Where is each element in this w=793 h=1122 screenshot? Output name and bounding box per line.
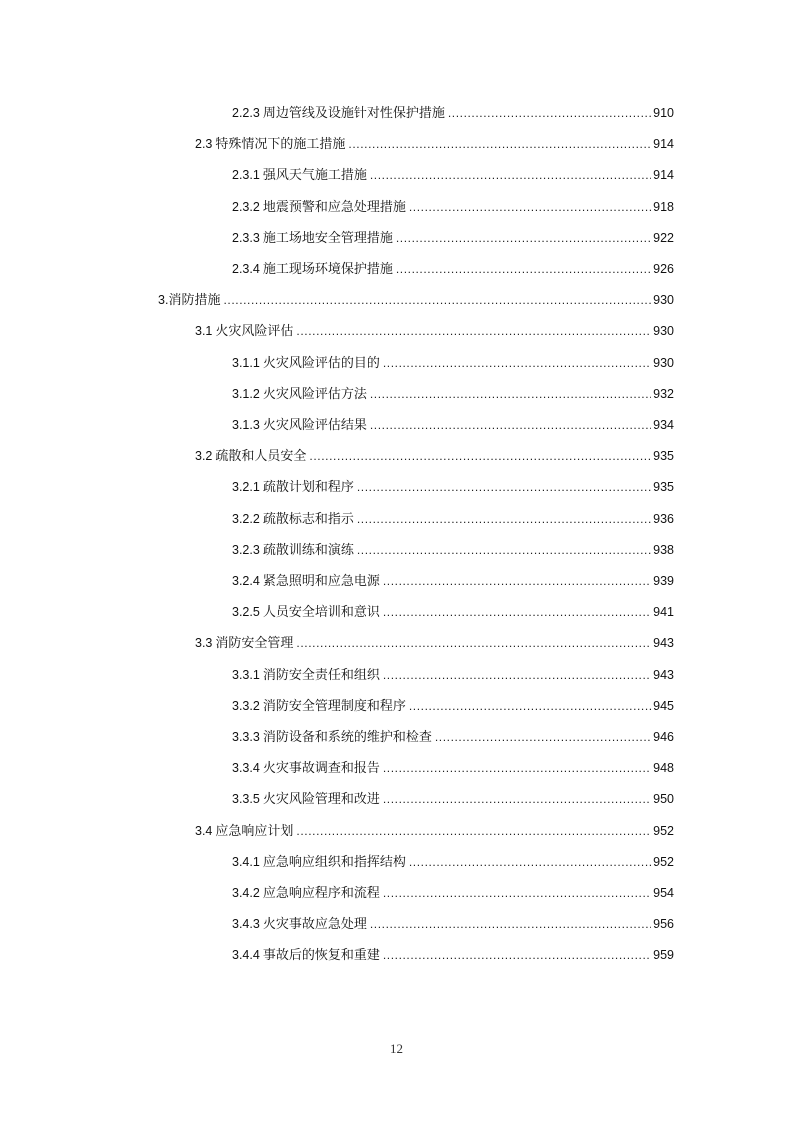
toc-entry-number: 3.3.1 (232, 667, 260, 682)
toc-entry-number: 3.3.5 (232, 792, 260, 807)
dot-leader (296, 320, 651, 342)
toc-entry-title: 应急响应程序和流程 (262, 886, 380, 901)
toc-entry-page: 918 (653, 199, 674, 214)
dot-leader (357, 508, 651, 530)
dot-leader (396, 258, 651, 280)
toc-entry-page: 936 (653, 511, 674, 526)
toc-entry-number: 3.4.2 (232, 886, 260, 900)
toc-entry[interactable] (232, 227, 674, 249)
toc-entry[interactable] (232, 570, 674, 592)
toc-entry[interactable] (195, 320, 674, 342)
toc-entry-number: 3.2.2 (232, 511, 260, 526)
toc-entry[interactable] (232, 352, 674, 374)
toc-entry-page: 930 (653, 324, 674, 339)
toc-entry-title: 火灾风险评估方法 (262, 386, 367, 402)
toc-entry-page: 935 (653, 449, 674, 464)
toc-entry-number: 3.4.3 (232, 917, 260, 932)
toc-entry-number: 3.2.4 (232, 574, 260, 588)
toc-entry-page: 950 (653, 792, 674, 807)
page-number: 12 (390, 1041, 403, 1056)
toc-entry-page: 930 (653, 355, 674, 370)
dot-leader (383, 944, 651, 966)
toc-entry-page: 914 (653, 137, 674, 152)
toc-entry-title: 火灾事故应急处理 (262, 917, 367, 933)
dot-leader (370, 164, 651, 186)
toc-entry[interactable] (232, 102, 674, 124)
toc-entry-number: 2.3.4 (232, 262, 260, 276)
dot-leader (370, 414, 651, 436)
toc-entry-title: 消防安全责任和组织 (262, 667, 380, 683)
toc-entry-page: 941 (653, 605, 674, 620)
toc-entry-page: 954 (653, 886, 674, 900)
toc-entry-number: 3.1.1 (232, 355, 260, 370)
toc-entry-title: 火灾风险管理和改进 (262, 792, 380, 808)
toc-entry-title: 消防安全管理 (215, 636, 294, 652)
toc-entry-title: 消防安全管理制度和程序 (262, 698, 406, 714)
toc-entry-number: 3.3.2 (232, 698, 260, 713)
toc-entry-title: 火灾风险评估的目的 (262, 355, 380, 371)
toc-entry-title: 火灾风险评估结果 (262, 418, 367, 433)
toc-entry[interactable] (232, 757, 674, 779)
toc-entry[interactable] (232, 944, 674, 966)
toc-entry[interactable] (158, 289, 674, 311)
toc-entry-title: 消防措施 (168, 293, 221, 309)
dot-leader (357, 476, 651, 498)
toc-entry[interactable] (232, 383, 674, 405)
dot-leader (309, 445, 651, 467)
toc-entry-number: 3.2.3 (232, 542, 260, 557)
toc-entry[interactable] (232, 664, 674, 686)
toc-entry-title: 强风天气施工措施 (262, 168, 367, 184)
toc-entry-number: 3.3 (195, 636, 213, 651)
toc-entry-page: 939 (653, 574, 674, 588)
toc-entry-title: 紧急照明和应急电源 (262, 574, 380, 589)
toc-entry-number: 3. (158, 293, 169, 308)
toc-entry-title: 疏散和人员安全 (215, 449, 307, 465)
toc-entry-page: 959 (653, 948, 674, 963)
toc-entry[interactable] (232, 601, 674, 623)
toc-entry-page: 945 (653, 698, 674, 713)
toc-entry[interactable] (232, 788, 674, 810)
toc-entry[interactable] (232, 851, 674, 873)
toc-entry[interactable] (232, 508, 674, 530)
toc-entry-number: 2.3.3 (232, 230, 260, 245)
dot-leader (296, 820, 651, 842)
toc-entry[interactable] (195, 133, 674, 155)
toc-entry[interactable] (232, 414, 674, 436)
toc-entry-number: 2.3.2 (232, 199, 260, 214)
toc-entry-page: 910 (653, 106, 674, 120)
dot-leader (383, 601, 651, 623)
toc-entry[interactable] (195, 632, 674, 654)
toc-entry[interactable] (232, 695, 674, 717)
toc-entry-number: 3.4.4 (232, 948, 260, 963)
toc-entry-page: 926 (653, 262, 674, 276)
dot-leader (383, 664, 651, 686)
toc-entry-page: 943 (653, 636, 674, 651)
toc-entry-title: 周边管线及设施针对性保护措施 (262, 106, 445, 121)
toc-entry-page: 934 (653, 418, 674, 432)
dot-leader (383, 882, 651, 904)
toc-entry-number: 3.4.1 (232, 854, 260, 869)
dot-leader (435, 726, 651, 748)
toc-entry[interactable] (232, 196, 674, 218)
toc-entry-number: 3.2 (195, 449, 213, 464)
toc-entry-page: 932 (653, 386, 674, 401)
toc-entry-title: 事故后的恢复和重建 (262, 948, 380, 964)
dot-leader (296, 632, 651, 654)
toc-entry-page: 935 (653, 480, 674, 495)
dot-leader (370, 913, 651, 935)
toc-entry-number: 3.3.4 (232, 761, 260, 776)
toc-entry-page: 943 (653, 667, 674, 682)
toc-entry-title: 火灾事故调查和报告 (262, 761, 380, 777)
toc-entry[interactable] (232, 476, 674, 498)
toc-entry-title: 消防设备和系统的维护和检查 (262, 730, 432, 745)
dot-leader (383, 757, 651, 779)
toc-entry-page: 914 (653, 168, 674, 183)
toc-entry-title: 特殊情况下的施工措施 (215, 137, 346, 153)
toc-entry[interactable] (195, 445, 674, 467)
dot-leader (383, 352, 651, 374)
toc-entry-title: 应急响应计划 (215, 823, 294, 839)
dot-leader (448, 102, 651, 124)
toc-entry-number: 3.2.5 (232, 605, 260, 620)
toc-entry-number: 2.3 (195, 137, 213, 152)
toc-entry-title: 疏散标志和指示 (262, 511, 354, 527)
toc-entry-title: 人员安全培训和意识 (262, 605, 380, 621)
toc-entry[interactable] (195, 820, 674, 842)
toc-entry-number: 3.1 (195, 324, 213, 339)
dot-leader (357, 539, 651, 561)
dot-leader (409, 851, 651, 873)
toc-entry-number: 2.3.1 (232, 168, 260, 183)
toc-entry-page: 930 (653, 293, 674, 308)
dot-leader (223, 289, 651, 311)
toc-entry-title: 地震预警和应急处理措施 (262, 199, 406, 215)
dot-leader (409, 695, 651, 717)
toc-entry-page: 952 (653, 823, 674, 838)
toc-entry[interactable] (232, 882, 674, 904)
toc-entry[interactable] (232, 164, 674, 186)
toc-entry-title: 火灾风险评估 (215, 324, 294, 340)
toc-entry-number: 3.1.3 (232, 418, 260, 432)
toc-entry-title: 施工现场环境保护措施 (262, 262, 393, 277)
toc-entry[interactable] (232, 258, 674, 280)
toc-entry-page: 956 (653, 917, 674, 932)
toc-entry-page: 952 (653, 854, 674, 869)
dot-leader (409, 196, 651, 218)
toc-entry-title: 施工场地安全管理措施 (262, 230, 393, 246)
toc-entry-page: 938 (653, 542, 674, 557)
toc-entry[interactable] (232, 913, 674, 935)
toc-entry-number: 2.2.3 (232, 106, 260, 120)
toc-entry-title: 应急响应组织和指挥结构 (262, 854, 406, 870)
toc-entry-number: 3.4 (195, 823, 213, 838)
toc-entry-number: 3.2.1 (232, 480, 260, 495)
toc-entry-page: 922 (653, 230, 674, 245)
toc-entry-number: 3.3.3 (232, 730, 260, 744)
dot-leader (396, 227, 651, 249)
toc-entry-title: 疏散训练和演练 (262, 542, 354, 558)
dot-leader (370, 383, 651, 405)
toc-entry-title: 疏散计划和程序 (262, 480, 354, 496)
toc-entry-number: 3.1.2 (232, 386, 260, 401)
toc-entry-page: 948 (653, 761, 674, 776)
dot-leader (348, 133, 651, 155)
dot-leader (383, 570, 651, 592)
toc-entry[interactable] (232, 539, 674, 561)
toc-entry-page: 946 (653, 730, 674, 744)
toc-entry[interactable] (232, 726, 674, 748)
dot-leader (383, 788, 651, 810)
